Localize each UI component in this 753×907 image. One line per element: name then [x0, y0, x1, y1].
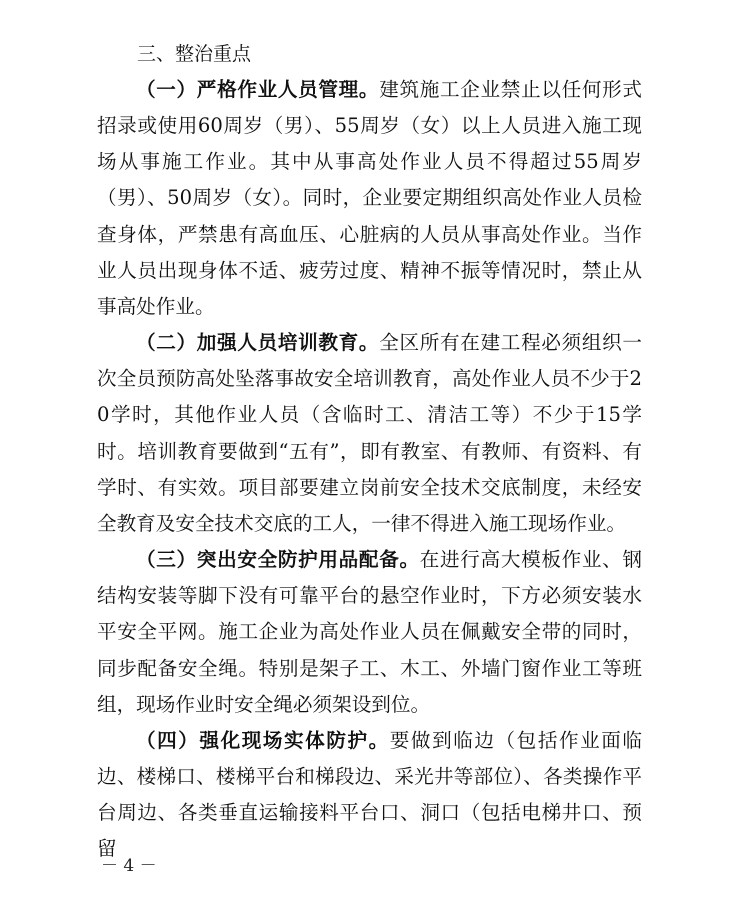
paragraph-2-body: 全区所有在建工程必须组织一次全员预防高处坠落事故安全培训教育，高处作业人员不少于20学时，其他作业人员（含临时工、清洁工等）不少于15学时。培训教育要做到“五有”，即有教室、有教师、有资料、有学时、有实效。项目部要建立岗前安全技术交底制度，未经安全教育及安全技术交底的工人，一律不得进入施工现场作业。 — [97, 331, 642, 535]
paragraph-4-body: 要做到临边（包括作业面临边、楼梯口、楼梯平台和梯段边、采光井等部位）、各类操作平台周边、各类垂直运输接料平台口、洞口（包括电梯井口、预留 — [97, 728, 643, 861]
paragraph-1-lead: （一）严格作业人员管理。 — [136, 78, 380, 101]
paragraph-2-lead: （二）加强人员培训教育。 — [136, 331, 380, 355]
paragraph-2 — [97, 325, 642, 542]
paragraph-4-lead: （四）强化现场实体防护。 — [136, 728, 390, 752]
paragraph-3-lead: （三）突出安全防护用品配备。 — [136, 548, 420, 572]
paragraph-1-body: 建筑施工企业禁止以任何形式招录或使用60周岁（男）、55周岁（女）以上人员进入施工现场从事施工作业。其中从事高处作业人员不得超过55周岁（男）、50周岁（女）。同时，企业要定期组织高处作业人员检查身体，严禁患有高血压、心脏病的人员从事高处作业。当作业人员出现身体不适、疲劳过度、精神不振等情况时，禁止从事高处作业。 — [97, 78, 642, 318]
document-body — [97, 36, 642, 867]
section-heading: 三、整治重点 — [137, 43, 252, 65]
paragraph-4 — [97, 723, 642, 868]
page-number: － 4 － — [101, 856, 157, 876]
paragraph-3-body: 在进行高大模板作业、钢结构安装等脚下没有可靠平台的悬空作业时，下方必须安装水平安全平网。施工企业为高处作业人员在佩戴安全带的同时，同步配备安全绳。特别是架子工、木工、外墙门窗作业工等班组，现场作业时安全绳必须架设到位。 — [97, 548, 643, 716]
paragraph-3 — [97, 542, 642, 723]
paragraph-1 — [97, 72, 642, 325]
